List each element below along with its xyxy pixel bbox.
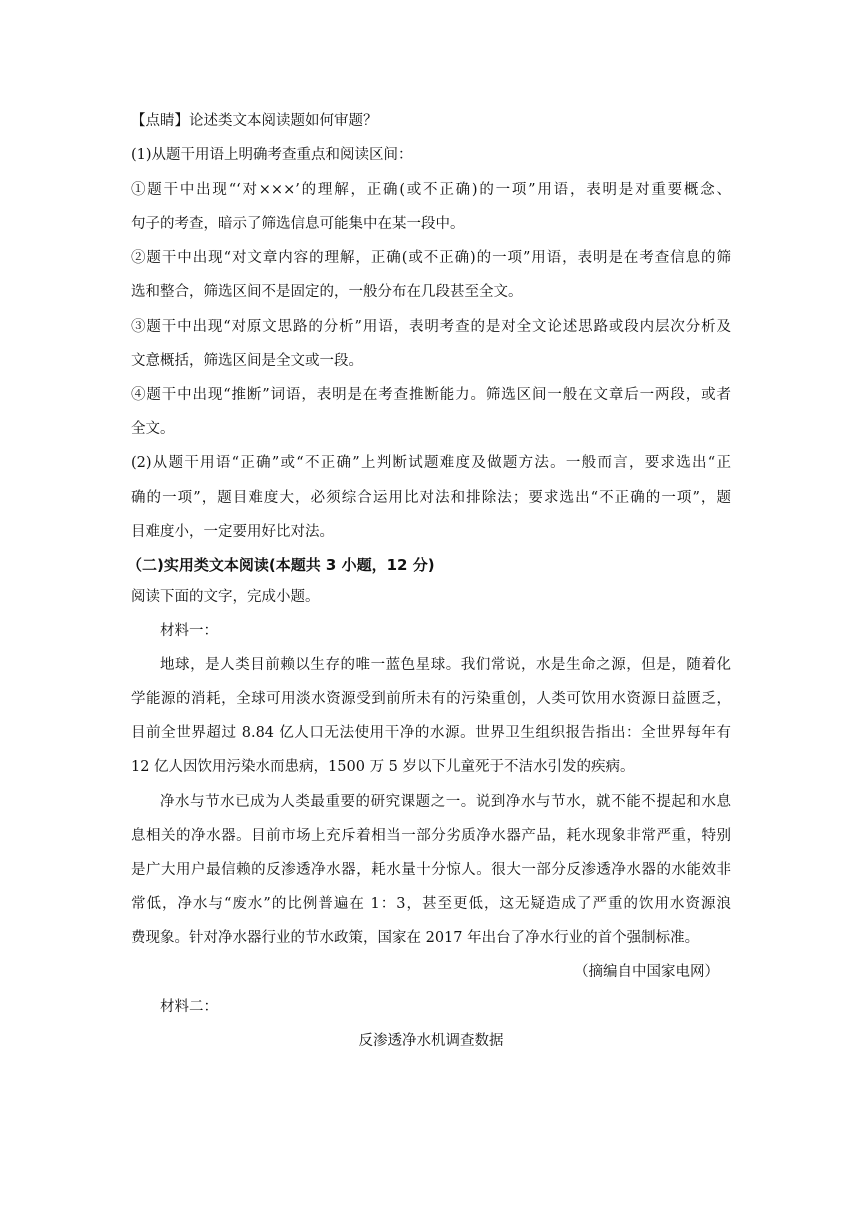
material-1-para-2-line-1: 净水与节水已成为人类最重要的研究课题之一。说到净水与节水，就不能不提起和水息 [160,794,731,810]
section-instruction: 阅读下面的文字，完成小题。 [131,589,320,605]
section-title: （二)实用类文本阅读(本题共 3 小题，12 分) [127,556,435,574]
material-1-para-2-line-3: 是广大用户最信赖的反渗透净水器，耗水量十分惊人。很大一部分反渗透净水器的水能效非 [131,862,731,878]
tip-point-1b-line-2: 选和整合，筛选区间不是固定的，一般分布在几段甚至全文。 [131,284,523,300]
tip-point-2-line-3: 目难度小，一定要用好比对法。 [131,524,334,540]
tip-point-2-line-2: 确的一项”，题目难度大，必须综合运用比对法和排除法；要求选出“不正确的一项”，题 [131,490,731,506]
material-1-para-1-line-1: 地球，是人类目前赖以生存的唯一蓝色星球。我们常说，水是生命之源，但是，随着化 [160,657,731,673]
material-2-table-caption: 反渗透净水机调查数据 [358,1033,504,1049]
material-1-para-2-line-2: 息相关的净水器。目前市场上充斥着相当一部分劣质净水器产品，耗水现象非常严重，特别 [131,828,731,844]
tip-point-1c-line-1: ③题干中出现“对原文思路的分析”用语，表明考查的是对全文论述思路或段内层次分析及 [131,319,731,335]
tip-point-1-title: (1)从题干用语上明确考查重点和阅读区间： [131,147,413,163]
tip-point-1a-line-2: 句子的考查，暗示了筛选信息可能集中在某一段中。 [131,216,465,232]
material-1-para-2-line-4: 常低，净水与“废水”的比例普遍在 1：3，甚至更低，这无疑造成了严重的饮用水资源浪 [131,896,731,912]
material-2-label: 材料二： [160,999,218,1015]
material-1-source: （摘编自中国家电网） [574,964,719,980]
material-1-para-1-line-2: 学能源的消耗，全球可用淡水资源受到前所未有的污染重创，人类可饮用水资源日益匮乏， [131,691,731,707]
tip-point-1c-line-2: 文意概括，筛选区间是全文或一段。 [131,353,363,369]
tip-point-1b-line-1: ②题干中出现“对文章内容的理解，正确(或不正确)的一项”用语，表明是在考查信息的筛 [131,250,731,266]
tip-point-2-line-1: (2)从题干用语“正确”或“不正确”上判断试题难度及做题方法。一般而言，要求选出“正 [131,455,731,471]
tip-heading: 【点睛】论述类文本阅读题如何审题？ [131,113,378,129]
material-1-para-2-line-5: 费现象。针对净水器行业的节水政策，国家在 2017 年出台了净水行业的首个强制标准。 [131,930,700,946]
tip-point-1d-line-1: ④题干中出现“推断”词语，表明是在考查推断能力。筛选区间一般在文章后一两段，或者 [131,387,731,403]
material-1-para-1-line-4: 12 亿人因饮用污染水而患病，1500 万 5 岁以下儿童死于不洁水引发的疾病。 [131,759,635,775]
material-1-para-1-line-3: 目前全世界超过 8.84 亿人口无法使用干净的水源。世界卫生组织报告指出：全世界每年有 [131,725,731,741]
material-1-label: 材料一： [160,623,218,639]
tip-point-1d-line-2: 全文。 [131,421,175,437]
tip-point-1a-line-1: ①题干中出现“‘对×××’的理解，正确(或不正确)的一项”用语，表明是对重要概念、 [131,182,731,198]
